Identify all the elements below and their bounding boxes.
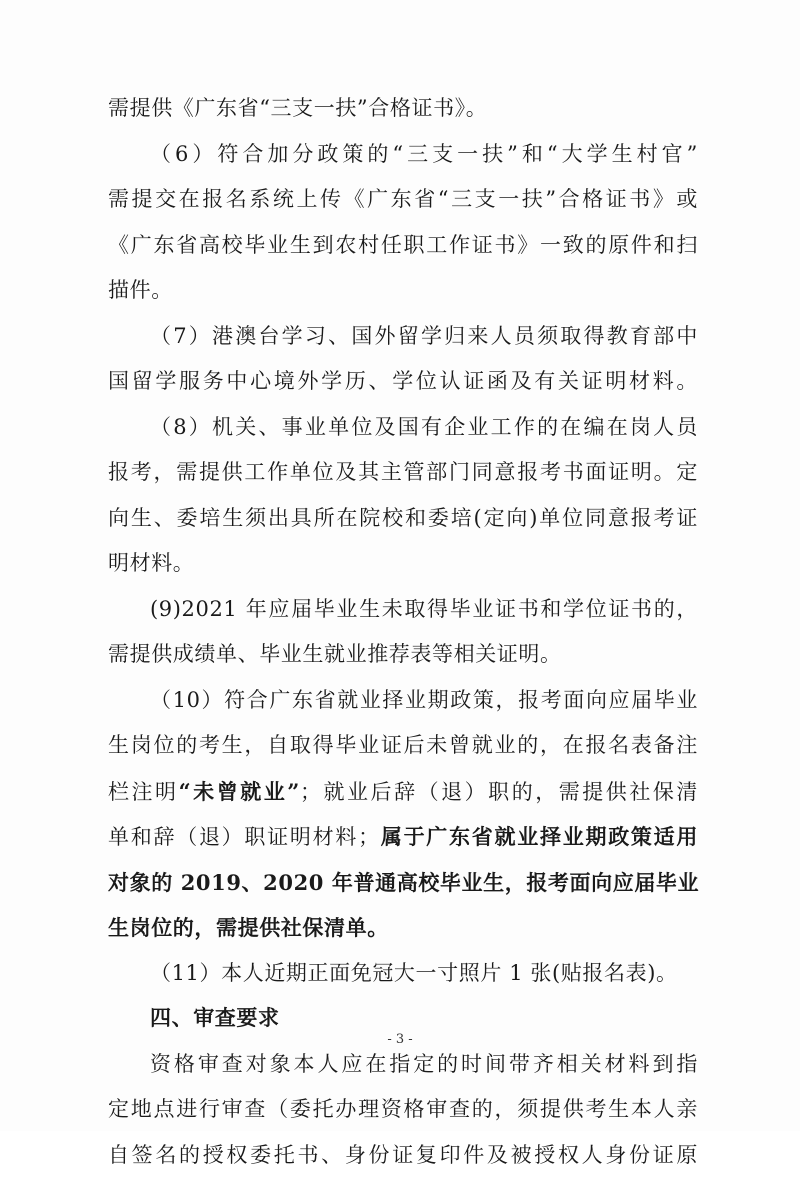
text-line: 需提供《广东省“三支一扶”合格证书》。 bbox=[108, 86, 698, 132]
text-line: (9)2021 年应届毕业生未取得毕业证书和学位证书的， bbox=[108, 587, 698, 633]
text-line: 国留学服务中心境外学历、学位认证函及有关证明材料。 bbox=[108, 359, 698, 405]
text-line-bold: 生岗位的，需提供社保清单。 bbox=[108, 905, 698, 951]
page-number: - 3 - bbox=[0, 1032, 800, 1047]
text-line: 描件。 bbox=[108, 268, 698, 314]
section-heading: 四、审查要求 bbox=[108, 996, 698, 1042]
text-line: 生岗位的考生，自取得毕业证后未曾就业的，在报名表备注 bbox=[108, 723, 698, 769]
text-line: 单和辞（退）职证明材料；属于广东省就业择业期政策适用 bbox=[108, 814, 698, 860]
text-line: 明材料。 bbox=[108, 541, 698, 587]
text-line-bold: 对象的 2019、2020 年普通高校毕业生，报考面向应届毕业 bbox=[108, 860, 698, 906]
text-line: 定地点进行审查（委托办理资格审查的，须提供考生本人亲 bbox=[108, 1087, 698, 1133]
text-line: 需提交在报名系统上传《广东省“三支一扶”合格证书》或 bbox=[108, 177, 698, 223]
document-body bbox=[108, 86, 698, 1178]
text-line: 报考，需提供工作单位及其主管部门同意报考书面证明。定 bbox=[108, 450, 698, 496]
bold-text: 属于广东省就业择业期政策适用 bbox=[380, 824, 698, 849]
text-line: （11）本人近期正面免冠大一寸照片 1 张(贴报名表)。 bbox=[108, 951, 698, 997]
text-line: （8）机关、事业单位及国有企业工作的在编在岗人员 bbox=[108, 405, 698, 451]
text-line: 栏注明“未曾就业”；就业后辞（退）职的，需提供社保清 bbox=[108, 769, 698, 815]
bold-text: “未曾就业” bbox=[179, 779, 300, 804]
text-line: 资格审查对象本人应在指定的时间带齐相关材料到指 bbox=[108, 1042, 698, 1088]
text-line: （6）符合加分政策的“三支一扶”和“大学生村官” bbox=[108, 132, 698, 178]
text-line: 自签名的授权委托书、身份证复印件及被授权人身份证原 bbox=[108, 1133, 698, 1178]
text-line: 《广东省高校毕业生到农村任职工作证书》一致的原件和扫 bbox=[108, 223, 698, 269]
text-line: （10）符合广东省就业择业期政策，报考面向应届毕业 bbox=[108, 678, 698, 724]
text-line: 向生、委培生须出具所在院校和委培(定向)单位同意报考证 bbox=[108, 496, 698, 542]
text-line: （7）港澳台学习、国外留学归来人员须取得教育部中 bbox=[108, 314, 698, 360]
text-line: 需提供成绩单、毕业生就业推荐表等相关证明。 bbox=[108, 632, 698, 678]
